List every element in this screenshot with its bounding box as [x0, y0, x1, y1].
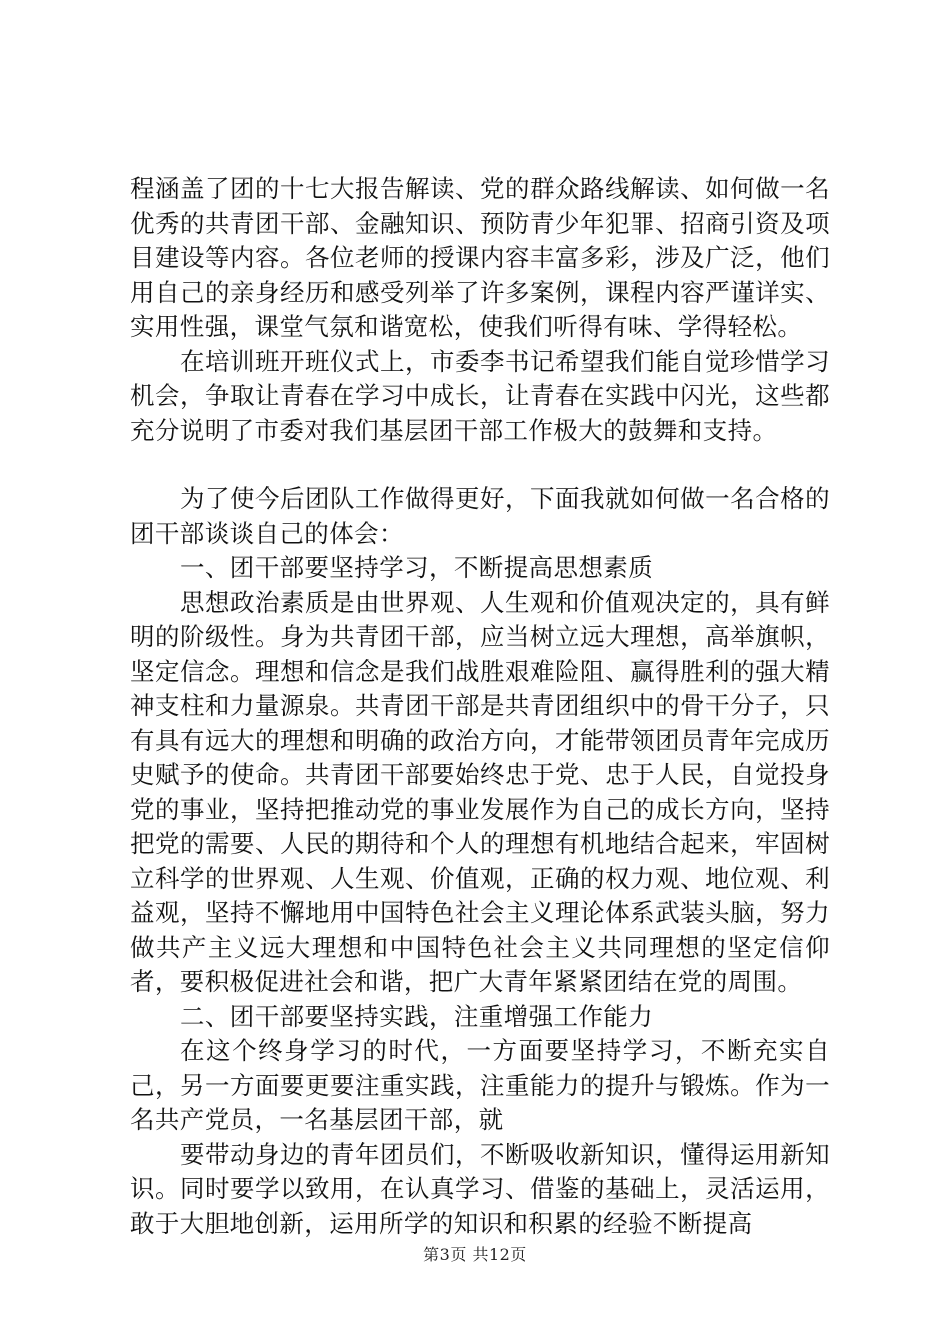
paragraph-lead-youth: 要带动身边的青年团员们，不断吸收新知识，懂得运用新知识。同时要学以致用，在认真学习、借鉴的基础上，灵活运用，敢于大胆地创新，运用所学的知识和积累的经验不断提高: [130, 1139, 830, 1238]
paragraph-spacer: [130, 448, 830, 482]
section-heading-practice: 二、团干部要坚持实践，注重增强工作能力: [180, 1001, 654, 1031]
paragraph-introduction: 为了使今后团队工作做得更好，下面我就如何做一名合格的团干部谈谈自己的体会：: [130, 484, 830, 548]
paragraph-ideological-quality: 思想政治素质是由世界观、人生观和价值观决定的，具有鲜明的阶级性。身为共青团干部，应当树立远大理想，高举旗帜，坚定信念。理想和信念是我们战胜艰难险阻、赢得胜利的强大精神支柱和力量源泉。共青团干部是共青团组织中的骨干分子，只有具有远大的理想和明确的政治方向，才能带领团员青年完成历史赋予的使命。共青团干部要始终忠于党、忠于人民，自觉投身党的事业，坚持把推动党的事业发展作为自己的成长方向，坚持把党的需要、人民的期待和个人的理想有机地结合起来，牢固树立科学的世界观、人生观、价值观，正确的权力观、地位观、利益观，坚持不懈地用中国特色社会主义理论体系武装头脑，努力做共产主义远大理想和中国特色社会主义共同理想的坚定信仰者，要积极促进社会和谐，把广大青年紧紧团结在党的周围。: [130, 587, 830, 996]
paragraph-opening-ceremony: 在培训班开班仪式上，市委李书记希望我们能自觉珍惜学习机会，争取让青春在学习中成长，让青春在实践中闪光，这些都充分说明了市委对我们基层团干部工作极大的鼓舞和支持。: [130, 346, 830, 445]
document-body: [130, 172, 830, 1241]
page-number-footer: 第3页 共12页: [423, 1245, 527, 1264]
paragraph-course-content: 程涵盖了团的十七大报告解读、党的群众路线解读、如何做一名优秀的共青团干部、金融知识、预防青少年犯罪、招商引资及项目建设等内容。各位老师的授课内容丰富多彩，涉及广泛，他们用自己的亲身经历和感受列举了许多案例，课程内容严谨详实、实用性强，课堂气氛和谐宽松，使我们听得有味、学得轻松。: [130, 174, 830, 341]
section-heading-study: 一、团干部要坚持学习，不断提高思想素质: [180, 553, 654, 582]
paragraph-lifelong-learning: 在这个终身学习的时代，一方面要坚持学习，不断充实自己，另一方面要更要注重实践，注重能力的提升与锻炼。作为一名共产党员，一名基层团干部，就: [130, 1036, 830, 1134]
